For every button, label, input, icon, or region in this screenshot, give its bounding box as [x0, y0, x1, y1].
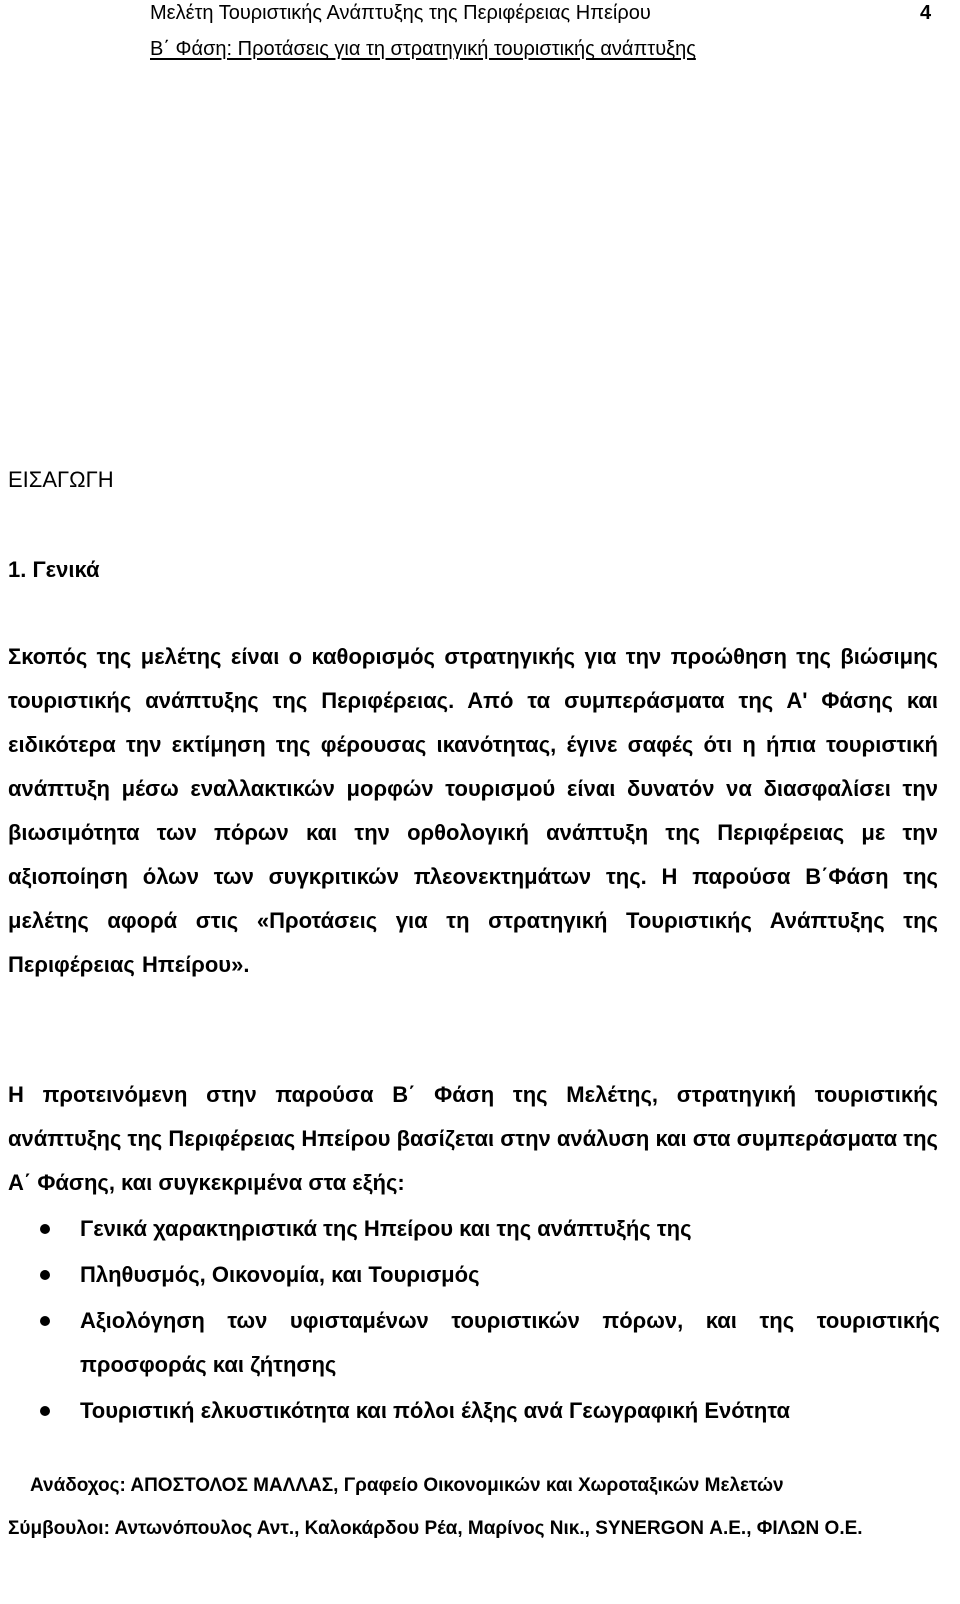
header-title: Μελέτη Τουριστικής Ανάπτυξης της Περιφέρειας Ηπείρου [150, 2, 651, 24]
bullet-icon [40, 1224, 50, 1234]
bullet-icon [40, 1270, 50, 1280]
list-item [0, 1389, 940, 1433]
list-item [0, 1253, 940, 1297]
bullet-icon [40, 1406, 50, 1416]
list-item-text: Τουριστική ελκυστικότητα και πόλοι έλξης ανά Γεωγραφική Ενότητα [80, 1398, 791, 1423]
bullet-icon [40, 1316, 50, 1326]
list-item-text: Αξιολόγηση των υφισταμένων τουριστικών πόρων, και της τουριστικής προσφοράς και ζήτησης [80, 1308, 940, 1377]
strategy-paragraph: Η προτεινόμενη στην παρούσα Β΄ Φάση της Μελέτης, στρατηγική τουριστικής ανάπτυξης της Περιφέρειας Ηπείρου βασίζεται στην ανάλυση και στα συμπεράσματα της Α΄ Φάσης, και συγκεκριμένα στα εξής: [8, 1082, 938, 1195]
list-item [0, 1299, 940, 1387]
section-title: ΕΙΣΑΓΩΓΗ [8, 467, 114, 492]
list-item-text: Γενικά χαρακτηριστικά της Ηπείρου και της ανάπτυξής της [80, 1216, 692, 1241]
subsection-title: 1. Γενικά [8, 557, 100, 582]
intro-paragraph: Σκοπός της μελέτης είναι ο καθορισμός στρατηγικής για την προώθηση της βιώσιμης τουριστικής ανάπτυξης της Περιφέρειας. Από τα συμπεράσματα της Α' Φάσης και ειδικότερα την εκτίμηση της φέρουσας ικανότητας, έγινε σαφές ότι η ήπια τουριστική ανάπτυξη μέσω εναλλακτικών μορφών τουρισμού είναι δυνατόν να διασφαλίσει την βιωσιμότητα των πόρων και την ορθολογική ανάπτυξη της Περιφέρειας με την αξιοποίηση όλων των συγκριτικών πλεονεκτημάτων της. Η παρούσα Β΄Φάση της μελέτης αφορά στις «Προτάσεις για τη στρατηγική Τουριστικής Ανάπτυξης της Περιφέρειας Ηπείρου». [8, 644, 938, 977]
page-number: 4 [920, 2, 932, 24]
list-item-text: Πληθυσμός, Οικονομία, και Τουρισμός [80, 1262, 480, 1287]
footer-contractor: Ανάδοχος: ΑΠΟΣΤΟΛΟΣ ΜΑΛΛΑΣ, Γραφείο Οικονομικών και Χωροταξικών Μελετών [30, 1475, 784, 1496]
bullet-list [0, 1207, 940, 1435]
list-item [0, 1207, 940, 1251]
footer-consultants: Σύμβουλοι: Αντωνόπουλος Αντ., Καλοκάρδου Ρέα, Μαρίνος Νικ., SYNERGON Α.Ε., ΦΙΛΩΝ Ο.Ε. [8, 1518, 863, 1539]
header-subtitle: Β΄ Φάση: Προτάσεις για τη στρατηγική τουριστικής ανάπτυξης [150, 38, 696, 60]
